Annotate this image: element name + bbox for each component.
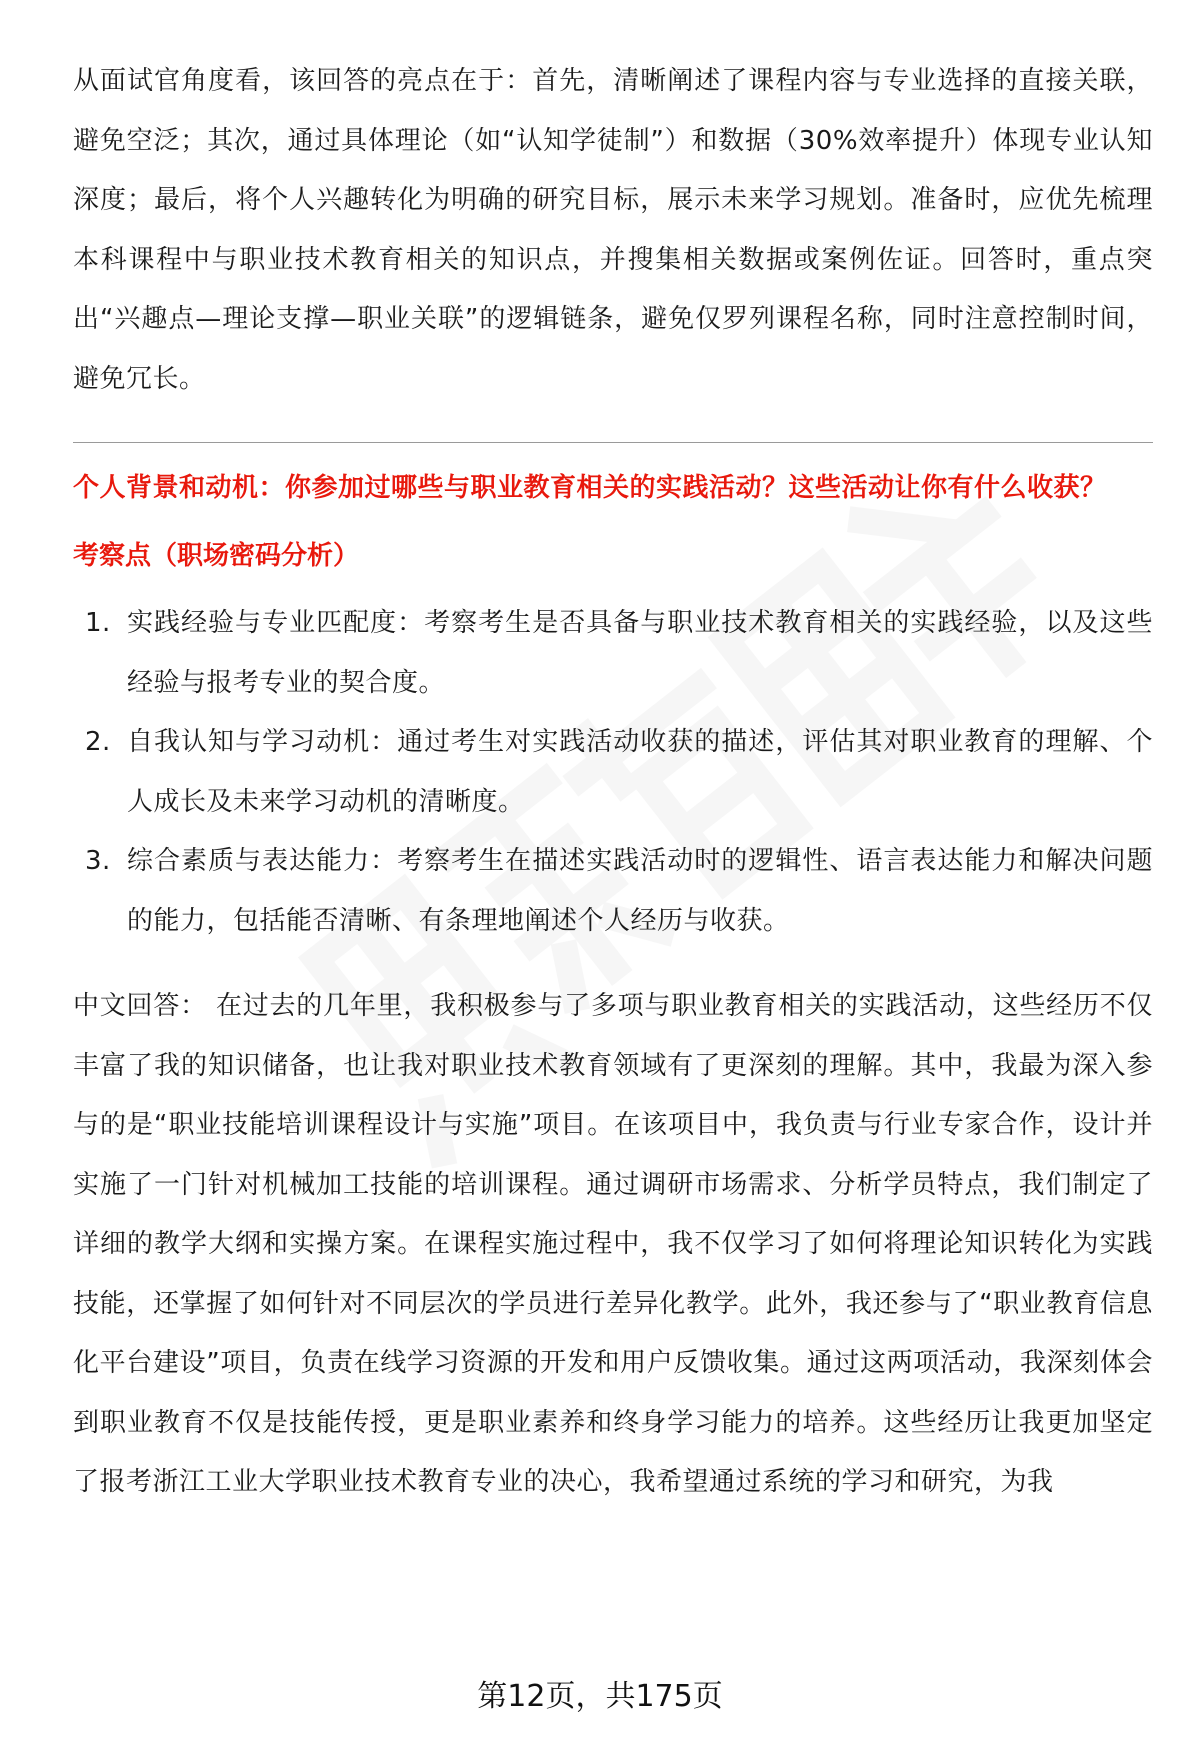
assessment-subheading: 考察点（职场密码分析） bbox=[73, 541, 360, 571]
answer-paragraph: 中文回答： 在过去的几年里，我积极参与了多项与职业教育相关的实践活动，这些经历不仅丰富了我的知识储备，也让我对职业技术教育领域有了更深刻的理解。其中，我最为深入参与的是“职业技能培训课程设计与实施”项目。在该项目中，我负责与行业专家合作，设计并实施了一门针对机械加工技能的培训课程。通过调研市场需求、分析学员特点，我们制定了详细的教学大纲和实操方案。在课程实施过程中，我不仅学习了如何将理论知识转化为实践技能，还掌握了如何针对不同层次的学员进行差异化教学。此外，我还参与了“职业教育信息化平台建设”项目，负责在线学习资源的开发和用户反馈收集。通过这两项活动，我深刻体会到职业教育不仅是技能传授，更是职业素养和终身学习能力的培养。这些经历让我更加坚定了报考浙江工业大学职业技术教育专业的决心，我希望通过系统的学习和研究，为我 bbox=[73, 991, 1153, 1497]
list-item-text: 综合素质与表达能力：考察考生在描述实践活动时的逻辑性、语言表达能力和解决问题的能力，包括能否清晰、有条理地阐述个人经历与收获。 bbox=[127, 846, 1153, 936]
list-item bbox=[73, 832, 1153, 951]
list-item-number: 1. bbox=[85, 608, 111, 638]
list-item-number: 3. bbox=[85, 846, 111, 876]
question-title: 个人背景和动机：你参加过哪些与职业教育相关的实践活动？这些活动让你有什么收获？ bbox=[73, 473, 1107, 503]
assessment-points-list bbox=[73, 594, 1153, 951]
section-divider bbox=[73, 442, 1153, 443]
page-number-footer: 第12页，共175页 bbox=[477, 1679, 723, 1714]
intro-paragraph: 从面试官角度看，该回答的亮点在于：首先，清晰阐述了课程内容与专业选择的直接关联，避免空泛；其次，通过具体理论（如“认知学徒制”）和数据（30%效率提升）体现专业认知深度；最后，将个人兴趣转化为明确的研究目标，展示未来学习规划。准备时，应优先梳理本科课程中与职业技术教育相关的知识点，并搜集相关数据或案例佐证。回答时，重点突出“兴趣点—理论支撑—职业关联”的逻辑链条，避免仅罗列课程名称，同时注意控制时间，避免冗长。 bbox=[73, 66, 1153, 394]
list-item bbox=[73, 594, 1153, 713]
list-item bbox=[73, 713, 1153, 832]
list-item-text: 实践经验与专业匹配度：考察考生是否具备与职业技术教育相关的实践经验，以及这些经验与报考专业的契合度。 bbox=[127, 608, 1153, 698]
list-item-text: 自我认知与学习动机：通过考生对实践活动收获的描述，评估其对职业教育的理解、个人成长及未来学习动机的清晰度。 bbox=[127, 727, 1153, 817]
page-content bbox=[73, 52, 1153, 1513]
list-item-number: 2. bbox=[85, 727, 111, 757]
